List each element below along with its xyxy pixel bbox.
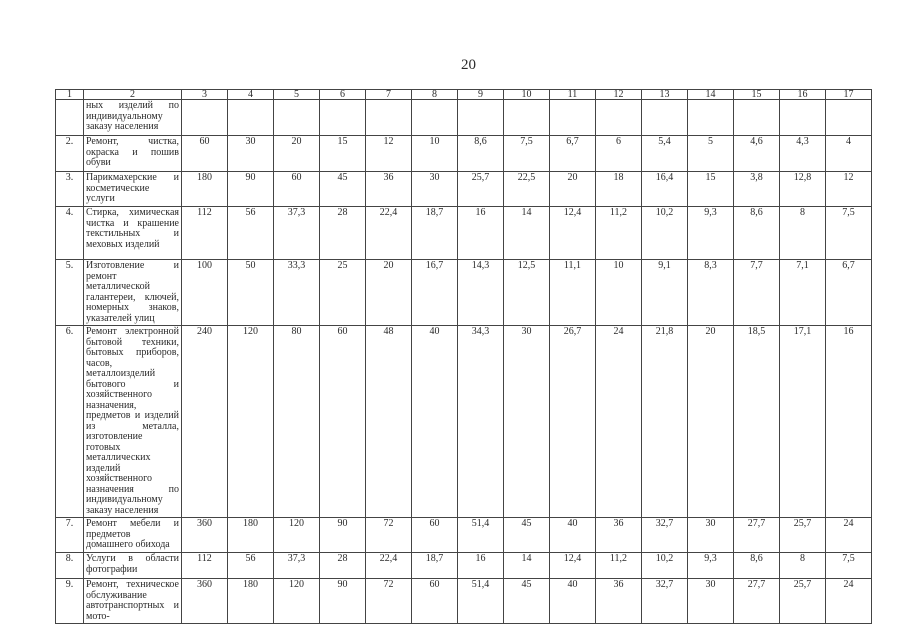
value-cell: 32,7: [642, 579, 688, 624]
value-cell: [320, 100, 366, 136]
value-cell: 60: [412, 518, 458, 553]
value-cell: 360: [182, 518, 228, 553]
value-cell: 7,1: [780, 260, 826, 326]
value-cell: 240: [182, 326, 228, 518]
row-number: 5.: [56, 260, 84, 326]
value-cell: 26,7: [550, 326, 596, 518]
value-cell: [228, 100, 274, 136]
value-cell: 22,4: [366, 553, 412, 579]
value-cell: 33,3: [274, 260, 320, 326]
value-cell: 15: [320, 136, 366, 172]
value-cell: 51,4: [458, 518, 504, 553]
row-number: 9.: [56, 579, 84, 624]
value-cell: [366, 100, 412, 136]
value-cell: 4,6: [734, 136, 780, 172]
value-cell: 34,3: [458, 326, 504, 518]
value-cell: 51,4: [458, 579, 504, 624]
row-number: [56, 100, 84, 136]
column-number-row: [56, 90, 872, 100]
value-cell: 40: [412, 326, 458, 518]
value-cell: 25,7: [458, 172, 504, 207]
value-cell: 6,7: [826, 260, 872, 326]
value-cell: 16,7: [412, 260, 458, 326]
value-cell: [550, 100, 596, 136]
table-body: [56, 90, 872, 624]
value-cell: 18,7: [412, 553, 458, 579]
table-row: [56, 260, 872, 326]
row-number: 8.: [56, 553, 84, 579]
table-row: [56, 136, 872, 172]
value-cell: 45: [504, 579, 550, 624]
value-cell: 7,5: [504, 136, 550, 172]
value-cell: 24: [826, 518, 872, 553]
table-row: [56, 553, 872, 579]
value-cell: 7,7: [734, 260, 780, 326]
value-cell: [734, 100, 780, 136]
value-cell: 28: [320, 207, 366, 260]
table-row: [56, 172, 872, 207]
value-cell: 12,8: [780, 172, 826, 207]
value-cell: 8,6: [734, 207, 780, 260]
value-cell: 10,2: [642, 553, 688, 579]
value-cell: 20: [550, 172, 596, 207]
value-cell: 90: [228, 172, 274, 207]
value-cell: [504, 100, 550, 136]
value-cell: 12: [366, 136, 412, 172]
column-number: 9: [458, 90, 504, 100]
value-cell: 6,7: [550, 136, 596, 172]
value-cell: 4,3: [780, 136, 826, 172]
value-cell: 48: [366, 326, 412, 518]
row-number: 4.: [56, 207, 84, 260]
column-number: 11: [550, 90, 596, 100]
value-cell: 30: [688, 518, 734, 553]
value-cell: 16: [458, 553, 504, 579]
service-name: Ремонт мебели и предметов домашнего обихода: [84, 518, 182, 553]
value-cell: 24: [596, 326, 642, 518]
value-cell: [458, 100, 504, 136]
value-cell: [826, 100, 872, 136]
value-cell: 10: [596, 260, 642, 326]
value-cell: 24: [826, 579, 872, 624]
value-cell: 20: [688, 326, 734, 518]
value-cell: 120: [274, 518, 320, 553]
column-number: 14: [688, 90, 734, 100]
value-cell: 30: [504, 326, 550, 518]
column-number: 16: [780, 90, 826, 100]
value-cell: 45: [320, 172, 366, 207]
value-cell: 40: [550, 518, 596, 553]
value-cell: 7,5: [826, 553, 872, 579]
value-cell: 16,4: [642, 172, 688, 207]
value-cell: 12,5: [504, 260, 550, 326]
value-cell: 10: [412, 136, 458, 172]
value-cell: 12,4: [550, 553, 596, 579]
column-number: 7: [366, 90, 412, 100]
value-cell: 120: [274, 579, 320, 624]
value-cell: 14: [504, 553, 550, 579]
service-name: Услуги в области фотографии: [84, 553, 182, 579]
column-number: 15: [734, 90, 780, 100]
value-cell: 9,3: [688, 207, 734, 260]
value-cell: 21,8: [642, 326, 688, 518]
service-name: Ремонт, техническое обслуживание автотранспортных и мото-: [84, 579, 182, 624]
value-cell: [780, 100, 826, 136]
value-cell: 27,7: [734, 579, 780, 624]
value-cell: 60: [320, 326, 366, 518]
value-cell: 37,3: [274, 207, 320, 260]
value-cell: 8: [780, 207, 826, 260]
value-cell: 8: [780, 553, 826, 579]
value-cell: 8,6: [458, 136, 504, 172]
value-cell: 12,4: [550, 207, 596, 260]
page-number: 20: [461, 57, 476, 73]
value-cell: 30: [688, 579, 734, 624]
value-cell: 5: [688, 136, 734, 172]
value-cell: 30: [412, 172, 458, 207]
value-cell: 27,7: [734, 518, 780, 553]
tariff-table: [55, 89, 872, 624]
value-cell: 80: [274, 326, 320, 518]
value-cell: 9,1: [642, 260, 688, 326]
value-cell: 18,7: [412, 207, 458, 260]
value-cell: 18,5: [734, 326, 780, 518]
value-cell: 112: [182, 553, 228, 579]
table-row: [56, 207, 872, 260]
value-cell: 8,3: [688, 260, 734, 326]
value-cell: 32,7: [642, 518, 688, 553]
value-cell: 3,8: [734, 172, 780, 207]
value-cell: 12: [826, 172, 872, 207]
value-cell: 40: [550, 579, 596, 624]
value-cell: 120: [228, 326, 274, 518]
value-cell: 14: [504, 207, 550, 260]
column-number: 4: [228, 90, 274, 100]
table-row: [56, 100, 872, 136]
value-cell: 360: [182, 579, 228, 624]
table-row: [56, 326, 872, 518]
value-cell: 9,3: [688, 553, 734, 579]
value-cell: [274, 100, 320, 136]
value-cell: [688, 100, 734, 136]
service-name: Стирка, химическая чистка и крашение текстильных и меховых изделий: [84, 207, 182, 260]
column-number: 6: [320, 90, 366, 100]
column-number: 17: [826, 90, 872, 100]
value-cell: 28: [320, 553, 366, 579]
value-cell: 25: [320, 260, 366, 326]
value-cell: 56: [228, 207, 274, 260]
value-cell: 36: [366, 172, 412, 207]
service-name: Ремонт электронной бытовой техники, бытовых приборов, часов, металлоизделий бытового и хозяйственного назначения, предметов и изделий из металла, изготовление готовых металлических изделий хозяйственного назначения по индивидуальному заказу населения: [84, 326, 182, 518]
value-cell: 90: [320, 518, 366, 553]
column-number: 12: [596, 90, 642, 100]
value-cell: 14,3: [458, 260, 504, 326]
value-cell: 20: [366, 260, 412, 326]
value-cell: 72: [366, 579, 412, 624]
value-cell: 180: [228, 579, 274, 624]
value-cell: 7,5: [826, 207, 872, 260]
value-cell: 72: [366, 518, 412, 553]
value-cell: 56: [228, 553, 274, 579]
value-cell: 50: [228, 260, 274, 326]
value-cell: 11,1: [550, 260, 596, 326]
value-cell: 22,5: [504, 172, 550, 207]
value-cell: 180: [228, 518, 274, 553]
service-name: Ремонт, чистка, окраска и пошив обуви: [84, 136, 182, 172]
value-cell: 16: [826, 326, 872, 518]
value-cell: 22,4: [366, 207, 412, 260]
value-cell: 30: [228, 136, 274, 172]
column-number: 13: [642, 90, 688, 100]
value-cell: 5,4: [642, 136, 688, 172]
value-cell: 90: [320, 579, 366, 624]
column-number: 3: [182, 90, 228, 100]
column-number: 10: [504, 90, 550, 100]
row-number: 7.: [56, 518, 84, 553]
service-name: Изготовление и ремонт металлической галантереи, ключей, номерных знаков, указателей улиц: [84, 260, 182, 326]
value-cell: 100: [182, 260, 228, 326]
value-cell: 18: [596, 172, 642, 207]
value-cell: 6: [596, 136, 642, 172]
row-number: 3.: [56, 172, 84, 207]
value-cell: 10,2: [642, 207, 688, 260]
value-cell: 45: [504, 518, 550, 553]
column-number: 2: [84, 90, 182, 100]
column-number: 8: [412, 90, 458, 100]
value-cell: 60: [182, 136, 228, 172]
service-name: Парикмахерские и косметические услуги: [84, 172, 182, 207]
row-number: 2.: [56, 136, 84, 172]
value-cell: 37,3: [274, 553, 320, 579]
value-cell: 60: [412, 579, 458, 624]
value-cell: 8,6: [734, 553, 780, 579]
row-number: 6.: [56, 326, 84, 518]
value-cell: 36: [596, 579, 642, 624]
value-cell: 11,2: [596, 207, 642, 260]
value-cell: 36: [596, 518, 642, 553]
value-cell: 25,7: [780, 518, 826, 553]
value-cell: 20: [274, 136, 320, 172]
value-cell: 112: [182, 207, 228, 260]
value-cell: 25,7: [780, 579, 826, 624]
value-cell: [642, 100, 688, 136]
value-cell: 15: [688, 172, 734, 207]
column-number: 5: [274, 90, 320, 100]
value-cell: 180: [182, 172, 228, 207]
value-cell: 4: [826, 136, 872, 172]
value-cell: 17,1: [780, 326, 826, 518]
value-cell: [412, 100, 458, 136]
value-cell: 11,2: [596, 553, 642, 579]
table-row: [56, 518, 872, 553]
service-name: ных изделий по индивидуальному заказу населения: [84, 100, 182, 136]
value-cell: [182, 100, 228, 136]
value-cell: [596, 100, 642, 136]
value-cell: 16: [458, 207, 504, 260]
value-cell: 60: [274, 172, 320, 207]
column-number: 1: [56, 90, 84, 100]
table-row: [56, 579, 872, 624]
